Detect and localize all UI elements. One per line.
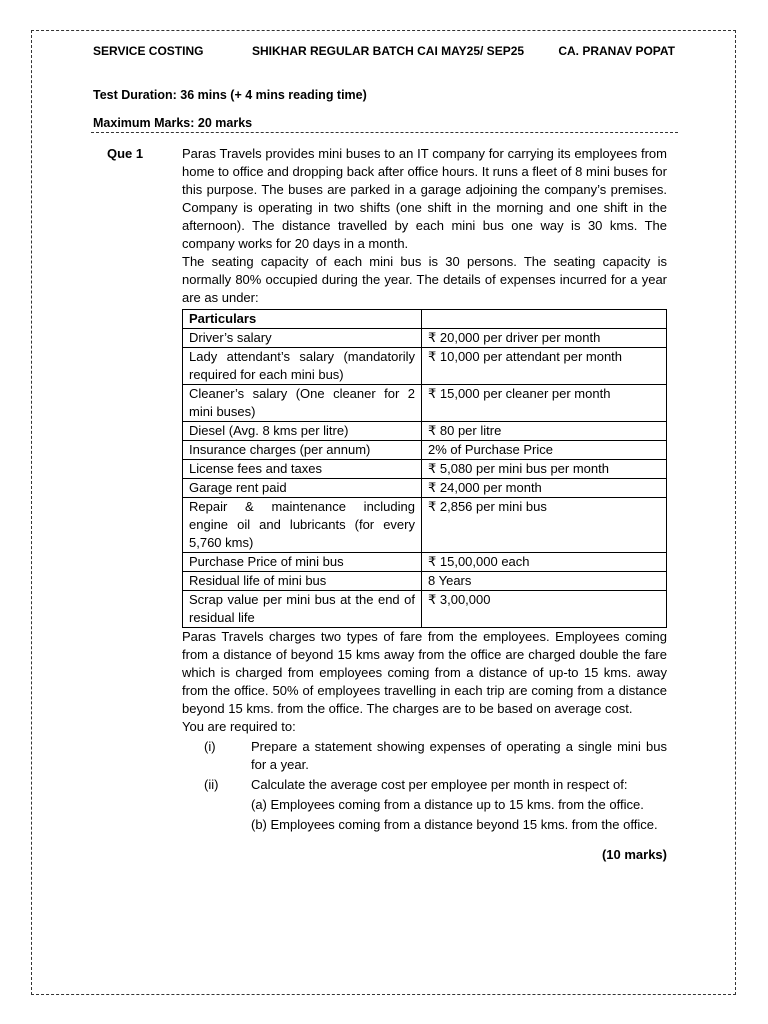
question-label: Que 1 [107, 146, 144, 161]
table-header-empty [422, 310, 667, 329]
table-cell-value: ₹ 15,000 per cleaner per month [422, 385, 667, 422]
table-cell-particular: Insurance charges (per annum) [183, 441, 422, 460]
table-cell-value: ₹ 20,000 per driver per month [422, 329, 667, 348]
table-header-particulars: Particulars [183, 310, 422, 329]
table-cell-particular: Scrap value per mini bus at the end of residual life [183, 591, 422, 628]
table-row [183, 591, 667, 628]
table-cell-value: ₹ 15,00,000 each [422, 553, 667, 572]
table-row [183, 441, 667, 460]
page-header [93, 44, 675, 62]
table-row [183, 348, 667, 385]
table-cell-value: 2% of Purchase Price [422, 441, 667, 460]
header-subject: SERVICE COSTING [93, 44, 204, 58]
table-cell-particular: Cleaner’s salary (One cleaner for 2 mini buses) [183, 385, 422, 422]
table-cell-particular: Diesel (Avg. 8 kms per litre) [183, 422, 422, 441]
table-row [183, 479, 667, 498]
table-cell-particular: Lady attendant’s salary (mandatorily required for each mini bus) [183, 348, 422, 385]
requirement-ii-b: (b) Employees coming from a distance beyond 15 kms. from the office. [251, 817, 658, 832]
table-cell-value: ₹ 2,856 per mini bus [422, 498, 667, 553]
required-intro: You are required to: [182, 719, 296, 734]
table-cell-particular: License fees and taxes [183, 460, 422, 479]
table-cell-value: 8 Years [422, 572, 667, 591]
expense-details-table [182, 309, 667, 628]
table-row [183, 460, 667, 479]
table-header-row [183, 310, 667, 329]
test-duration: Test Duration: 36 mins (+ 4 mins reading time) [93, 88, 367, 102]
table-row [183, 498, 667, 553]
maximum-marks: Maximum Marks: 20 marks [93, 116, 253, 130]
fare-paragraph: Paras Travels charges two types of fare from the employees. Employees coming from a distance of beyond 15 kms away from the office are charged double the fare which is charged from employees coming from a distance of up-to 15 kms. away from the office. 50% of employees travelling in each trip are coming from a distance beyond 15 kms. from the office. The charges are to be based on average cost. [182, 629, 667, 716]
table-cell-particular: Residual life of mini bus [183, 572, 422, 591]
table-cell-particular: Garage rent paid [183, 479, 422, 498]
divider-rule [91, 132, 678, 133]
table-cell-particular: Driver’s salary [183, 329, 422, 348]
table-cell-value: ₹ 5,080 per mini bus per month [422, 460, 667, 479]
intro-paragraph-2: The seating capacity of each mini bus is 30 persons. The seating capacity is normally 80% occupied during the year. The details of expenses incurred for a year are as under: [182, 254, 667, 305]
table-row [183, 329, 667, 348]
marks-label: (10 marks) [601, 847, 667, 862]
header-author: CA. PRANAV POPAT [558, 44, 675, 58]
requirement-text: Calculate the average cost per employee per month in respect of: [251, 777, 628, 792]
table-cell-particular: Repair & maintenance including engine oil and lubricants (for every 5,760 kms) [183, 498, 422, 553]
requirement-text: Prepare a statement showing expenses of operating a single mini bus for a year. [251, 739, 667, 772]
requirement-ii [182, 776, 667, 794]
intro-paragraph-1: Paras Travels provides mini buses to an IT company for carrying its employees from home to office and dropping back after office hours. It runs a fleet of 8 mini buses for this purpose. The buses are parked in a garage adjoining the company’s premises. Company is operating in two shifts (one shift in the morning and one shift in the afternoon). The distance travelled by each mini bus one way is 30 kms. The company works for 20 days in a month. [182, 146, 667, 251]
table-row [183, 572, 667, 591]
requirement-number: (ii) [204, 777, 219, 792]
question-body [182, 145, 667, 864]
requirement-ii-a: (a) Employees coming from a distance up to 15 kms. from the office. [251, 797, 644, 812]
table-row [183, 385, 667, 422]
table-cell-value: ₹ 10,000 per attendant per month [422, 348, 667, 385]
table-cell-value: ₹ 24,000 per month [422, 479, 667, 498]
requirement-number: (i) [204, 739, 216, 754]
table-cell-particular: Purchase Price of mini bus [183, 553, 422, 572]
table-row [183, 422, 667, 441]
table-cell-value: ₹ 80 per litre [422, 422, 667, 441]
requirement-i [182, 738, 667, 774]
table-row [183, 553, 667, 572]
header-batch: SHIKHAR REGULAR BATCH CAI MAY25/ SEP25 [252, 44, 525, 58]
table-cell-value: ₹ 3,00,000 [422, 591, 667, 628]
